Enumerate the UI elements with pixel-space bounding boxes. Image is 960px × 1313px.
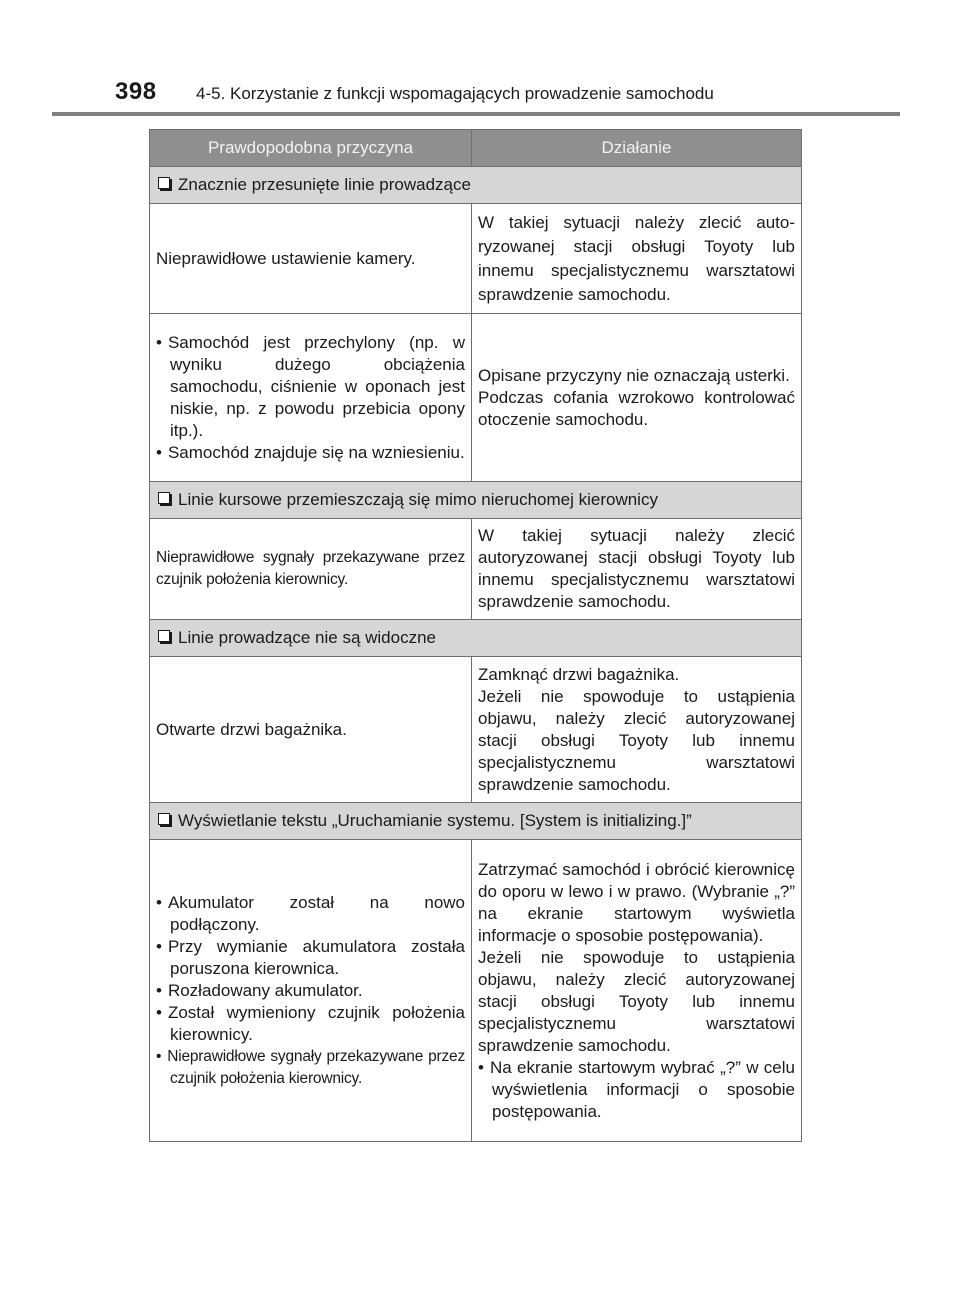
group-title: Linie prowadzące nie są widoczne [178, 628, 436, 647]
cause-list [156, 332, 465, 464]
cause-cell [150, 840, 472, 1142]
cause-list-item: • Rozładowany akumulator. [156, 980, 465, 1002]
group-row [150, 803, 802, 840]
checkbox-bullet-icon [158, 630, 170, 642]
cause-cell [150, 657, 472, 803]
action-text: Zatrzymać samochód i obrócić kierownicę do oporu w lewo i w prawo. (Wybranie „?” na ekranie startowym wyświetla informacje o sposobie postępowania). [478, 859, 795, 945]
table-row [150, 204, 802, 314]
action-cell [472, 657, 802, 803]
table-row [150, 657, 802, 803]
group-heading [150, 620, 802, 657]
cause-list-item: • Nieprawidłowe sygnały przekazywane przez czujnik położenia kierownicy. [156, 1046, 465, 1090]
action-text: Podczas cofania wzrokowo kontrolować otoczenie samochodu. [478, 387, 795, 429]
action-cell [472, 314, 802, 482]
cause-list-item: • Akumulator został na nowo podłączony. [156, 892, 465, 936]
group-title: Wyświetlanie tekstu „Uruchamianie systemu. [System is initializing.]” [178, 811, 692, 830]
group-heading [150, 167, 802, 204]
cause-list-item: • Samochód jest przechylony (np. w wyniku dużego obciążenia samochodu, ciśnienie w oponach jest niskie, np. z powodu przebicia opony itp.). [156, 332, 465, 442]
action-list [478, 1057, 795, 1123]
checkbox-bullet-icon [158, 813, 170, 825]
header-divider [52, 112, 900, 116]
cause-cell [150, 204, 472, 314]
action-cell [472, 204, 802, 314]
action-cell [472, 519, 802, 620]
table-row [150, 840, 802, 1142]
action-text: W takiej sytuacji należy zlecić autoryzowanej stacji obsługi Toyoty lub innemu specjalistycznemu warsztatowi sprawdzenie samochodu. [478, 526, 795, 611]
cause-list [156, 892, 465, 1090]
group-title: Linie kursowe przemieszczają się mimo nieruchomej kierownicy [178, 490, 658, 509]
cause-list-item: • Przy wymianie akumulatora została poruszona kierownica. [156, 936, 465, 980]
cause-cell [150, 314, 472, 482]
group-title: Znacznie przesunięte linie prowadzące [178, 175, 471, 194]
action-cell [472, 840, 802, 1142]
group-heading [150, 482, 802, 519]
page-number: 398 [115, 78, 157, 105]
cause-list-item: • Samochód znajduje się na wzniesieniu. [156, 442, 465, 464]
table-header-row [150, 130, 802, 167]
action-text: W takiej sytuacji należy zlecić auto-ryzowanej stacji obsługi Toyoty lub innemu specjalistycznemu warsztatowi sprawdzenie samochodu. [478, 212, 795, 304]
group-row [150, 167, 802, 204]
group-row [150, 482, 802, 519]
group-row [150, 620, 802, 657]
table-row [150, 519, 802, 620]
cause-text: Nieprawidłowe ustawienie kamery. [156, 248, 416, 268]
cause-text: Nieprawidłowe sygnały przekazywane przez czujnik położenia kierownicy. [156, 549, 465, 588]
action-list-item: • Na ekranie startowym wybrać „?” w celu wyświetlenia informacji o sposobie postępowania. [478, 1057, 795, 1123]
column-header-action: Działanie [472, 130, 802, 167]
checkbox-bullet-icon [158, 177, 170, 189]
cause-cell [150, 519, 472, 620]
troubleshooting-table [149, 129, 802, 1142]
section-title: 4-5. Korzystanie z funkcji wspomagających prowadzenie samochodu [196, 84, 714, 103]
action-text: Opisane przyczyny nie oznaczają usterki. [478, 365, 790, 385]
group-heading [150, 803, 802, 840]
column-header-cause: Prawdopodobna przyczyna [150, 130, 472, 167]
action-text: Jeżeli nie spowoduje to ustąpienia objawu, należy zlecić autoryzowanej stacji obsługi Toyoty lub innemu specjalistycznemu warsztatowi sprawdzenie samochodu. [478, 686, 795, 794]
cause-text: Otwarte drzwi bagażnika. [156, 719, 347, 739]
action-text: Zamknąć drzwi bagażnika. [478, 664, 680, 684]
action-text: Jeżeli nie spowoduje to ustąpienia objawu, należy zlecić autoryzowanej stacji obsługi Toyoty lub innemu specjalistycznemu warsztatowi sprawdzenie samochodu. [478, 947, 795, 1055]
page-header [0, 0, 960, 120]
cause-list-item: • Został wymieniony czujnik położenia kierownicy. [156, 1002, 465, 1046]
checkbox-bullet-icon [158, 492, 170, 504]
table-row [150, 314, 802, 482]
